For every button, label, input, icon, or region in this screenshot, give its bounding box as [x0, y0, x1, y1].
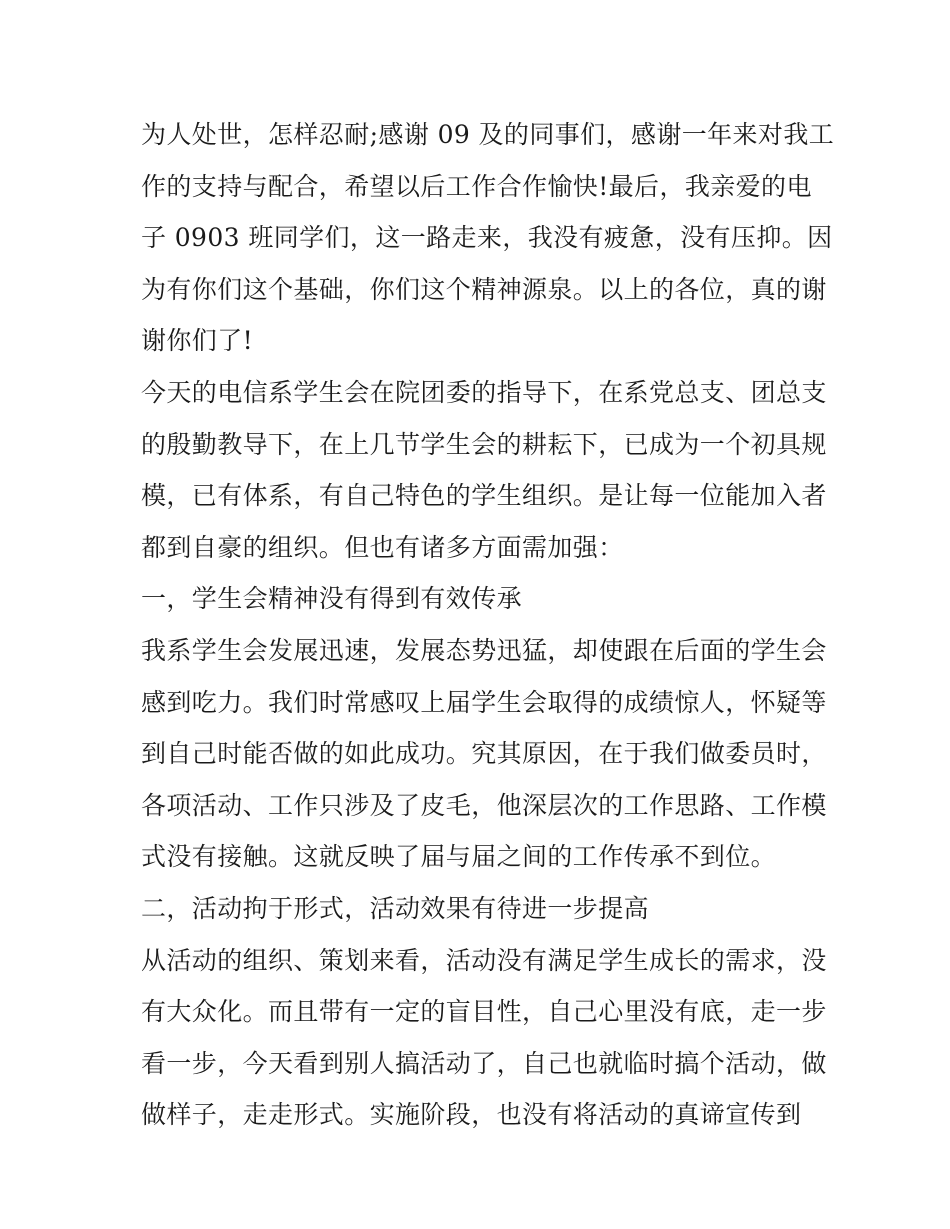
text-line: 今天的电信系学生会在院团委的指导下，在系党总支、团总支 — [141, 377, 827, 407]
text-line: 式没有接触。这就反映了届与届之间的工作传承不到位。 — [141, 842, 777, 872]
text-line: 为有你们这个基础，你们这个精神源泉。以上的各位，真的谢 — [141, 274, 827, 304]
text-line: 为人处世，怎样忍耐;感谢 09 及的同事们，感谢一年来对我工 — [141, 120, 835, 149]
text-line: 做样子，走走形式。实施阶段，也没有将活动的真谛宣传到 — [141, 1100, 802, 1130]
section-heading: 二，活动拘于形式，活动效果有待进一步提高 — [141, 893, 650, 923]
text-line: 有大众化。而且带有一定的盲目性，自己心里没有底，走一步 — [141, 997, 827, 1027]
text-line: 模，已有体系，有自己特色的学生组织。是让每一位能加入者 — [141, 481, 827, 511]
text-line: 感到吃力。我们时常感叹上届学生会取得的成绩惊人，怀疑等 — [141, 687, 827, 717]
text-line: 作的支持与配合，希望以后工作合作愉快!最后，我亲爱的电 — [141, 171, 812, 201]
text-line: 从活动的组织、策划来看，活动没有满足学生成长的需求，没 — [141, 945, 827, 975]
text-line: 到自己时能否做的如此成功。究其原因，在于我们做委员时， — [141, 739, 827, 769]
document-body — [141, 109, 835, 1141]
text-line: 的殷勤教导下，在上几节学生会的耕耘下，已成为一个初具规 — [141, 429, 827, 459]
text-line: 都到自豪的组织。但也有诸多方面需加强： — [141, 532, 624, 562]
text-line: 子 0903 班同学们，这一路走来，我没有疲惫，没有压抑。因 — [141, 223, 833, 253]
section-heading: 一，学生会精神没有得到有效传承 — [141, 584, 523, 614]
text-line: 谢你们了! — [141, 326, 254, 356]
text-line: 看一步，今天看到别人搞活动了，自己也就临时搞个活动，做 — [141, 1048, 827, 1078]
text-line: 我系学生会发展迅速，发展态势迅猛，却使跟在后面的学生会 — [141, 635, 827, 665]
text-line: 各项活动、工作只涉及了皮毛，他深层次的工作思路、工作模 — [141, 790, 827, 820]
